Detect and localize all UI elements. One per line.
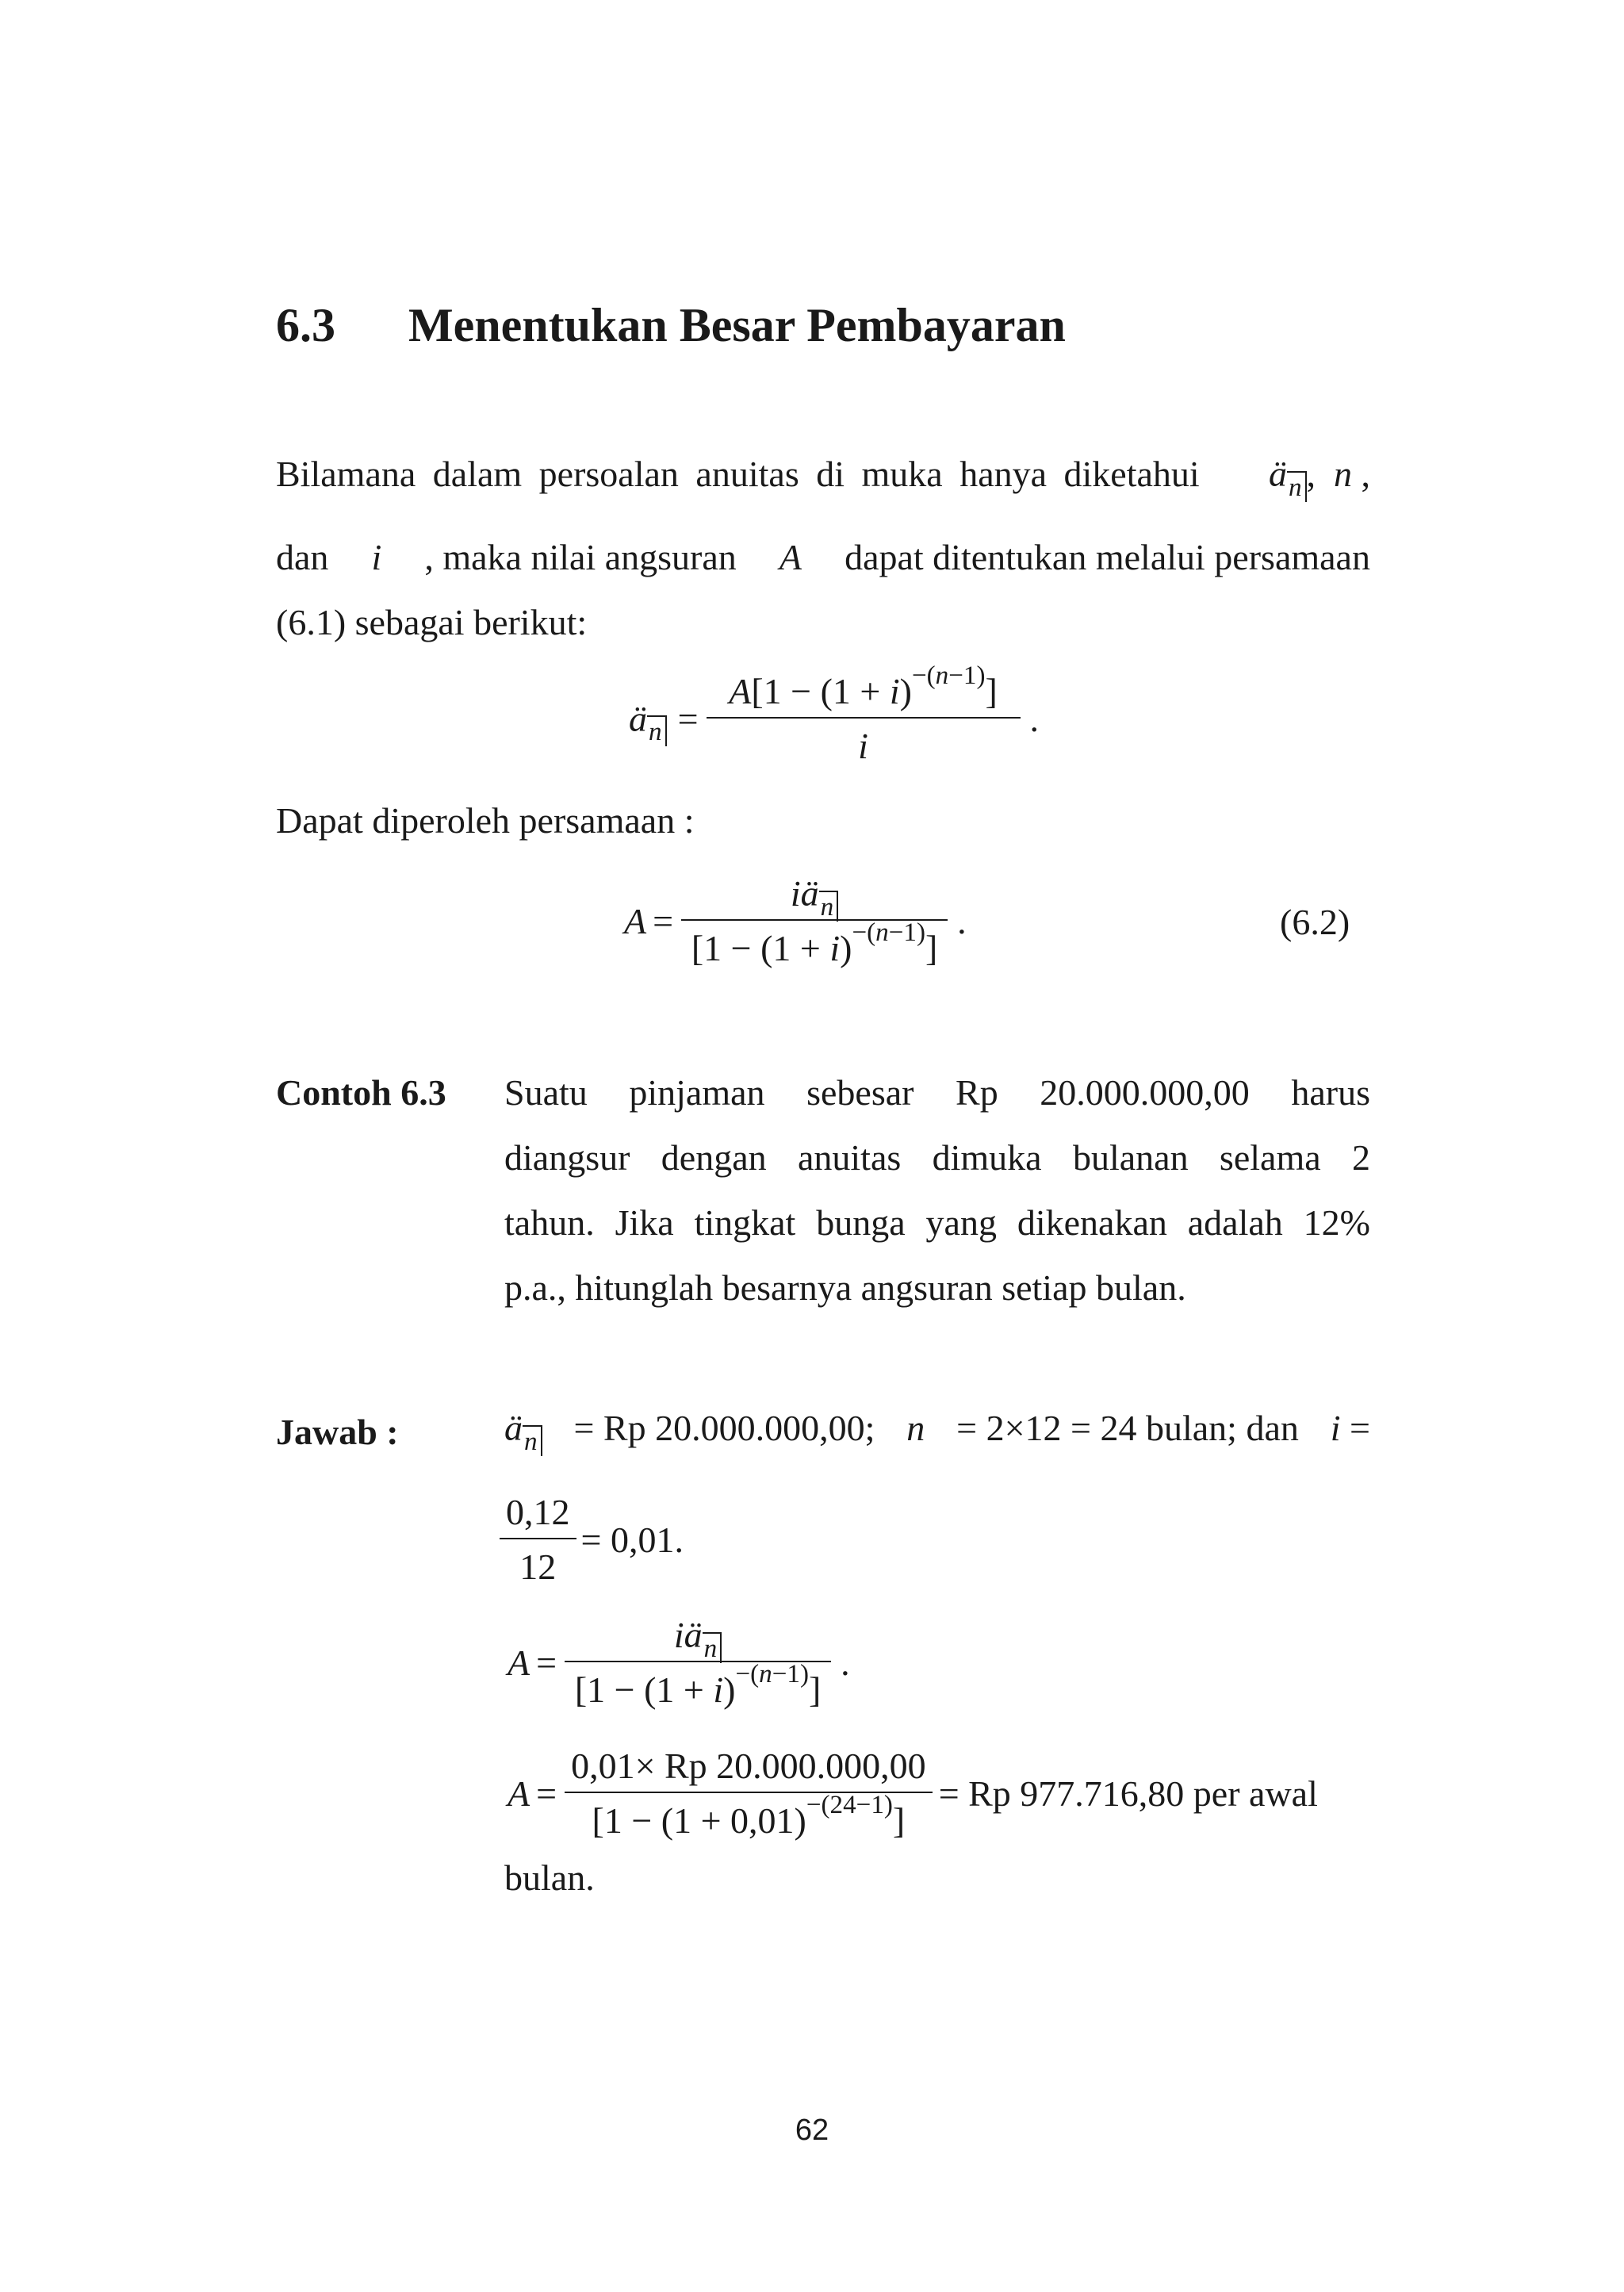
rate-numerator: 0,12: [500, 1491, 576, 1539]
section-number: 6.3: [276, 299, 335, 351]
intro-line-1: [276, 454, 1370, 502]
example-line-3: tahun. Jika tingkat bunga yang dikenakan adalah 12%: [504, 1202, 1370, 1243]
answer-given-b: = 2×12 = 24 bulan; dan: [956, 1408, 1299, 1448]
example-line-4: p.a., hitunglah besarnya angsuran setiap bulan.: [504, 1267, 1186, 1308]
example-line-2: diangsur dengan anuitas dimuka bulanan selama 2: [504, 1137, 1370, 1178]
answer-label: Jawab :: [276, 1412, 399, 1452]
symbol-i: i: [371, 537, 382, 577]
example-line-1: Suatu pinjaman sebesar Rp 20.000.000,00 harus: [504, 1072, 1370, 1113]
intro-line-1-symbols: $ä_n$ , n ,: [1268, 454, 1370, 502]
answer-given-line: $ä_n$ = Rp 20.000.000,00; n = 2×12 = 24 bulan; dan i =: [504, 1408, 1370, 1456]
intro-line-2-b: , maka nilai angsuran: [424, 537, 737, 577]
intro-line-2: [276, 539, 1370, 576]
rate-denominator: 12: [519, 1547, 557, 1587]
interest-rate-calc: [500, 1491, 684, 1588]
symbol-A: A: [779, 537, 802, 577]
example-label: Contoh 6.3: [276, 1072, 446, 1113]
intro-line-1-text: Bilamana dalam persoalan anuitas di muka hanya diketahui: [276, 454, 1200, 494]
equation-number: (6.2): [1280, 902, 1350, 942]
section-title: Menentukan Besar Pembayaran: [408, 299, 1066, 351]
answer-formula: A = $\frac{iä_n}{[1 - (1 + i)^{-(n-1)}]}$ .: [508, 1615, 850, 1710]
section-heading: [276, 301, 1066, 349]
derive-text: Dapat diperoleh persamaan :: [276, 800, 695, 841]
page-number: 62: [795, 2114, 829, 2147]
calc-result: = Rp 977.716,80 per awal: [938, 1773, 1318, 1814]
answer-tail: bulan.: [504, 1857, 595, 1898]
calc-denominator: $[1 - (1 + 0,01)^{-(24-1)}]$: [592, 1790, 906, 1841]
equation-annuity: $ä_n$ = $\frac{A[1 - (1 + i)^{-(n-1)}]}{i}$ .: [629, 661, 1040, 766]
equation-6-2: A = $\frac{iä_n}{[1 - (1 + i)^{-(n-1)}]}$ .: [624, 873, 967, 968]
intro-line-3: (6.1) sebagai berikut:: [276, 602, 588, 642]
intro-line-2-a: dan: [276, 537, 329, 577]
calc-numerator: 0,01× Rp 20.000.000,00: [565, 1745, 933, 1793]
rate-result: = 0,01.: [580, 1519, 684, 1560]
answer-given-a: = Rp 20.000.000,00;: [573, 1408, 875, 1448]
answer-calculation: A = $\frac{0,01\times Rp 20.000.000,00}{[1 - (1 + 0,01)^{-(24-1)}]}$ = Rp 977.716,80 per awal: [508, 1746, 1318, 1841]
intro-line-2-c: dapat ditentukan melalui persamaan: [845, 537, 1370, 577]
